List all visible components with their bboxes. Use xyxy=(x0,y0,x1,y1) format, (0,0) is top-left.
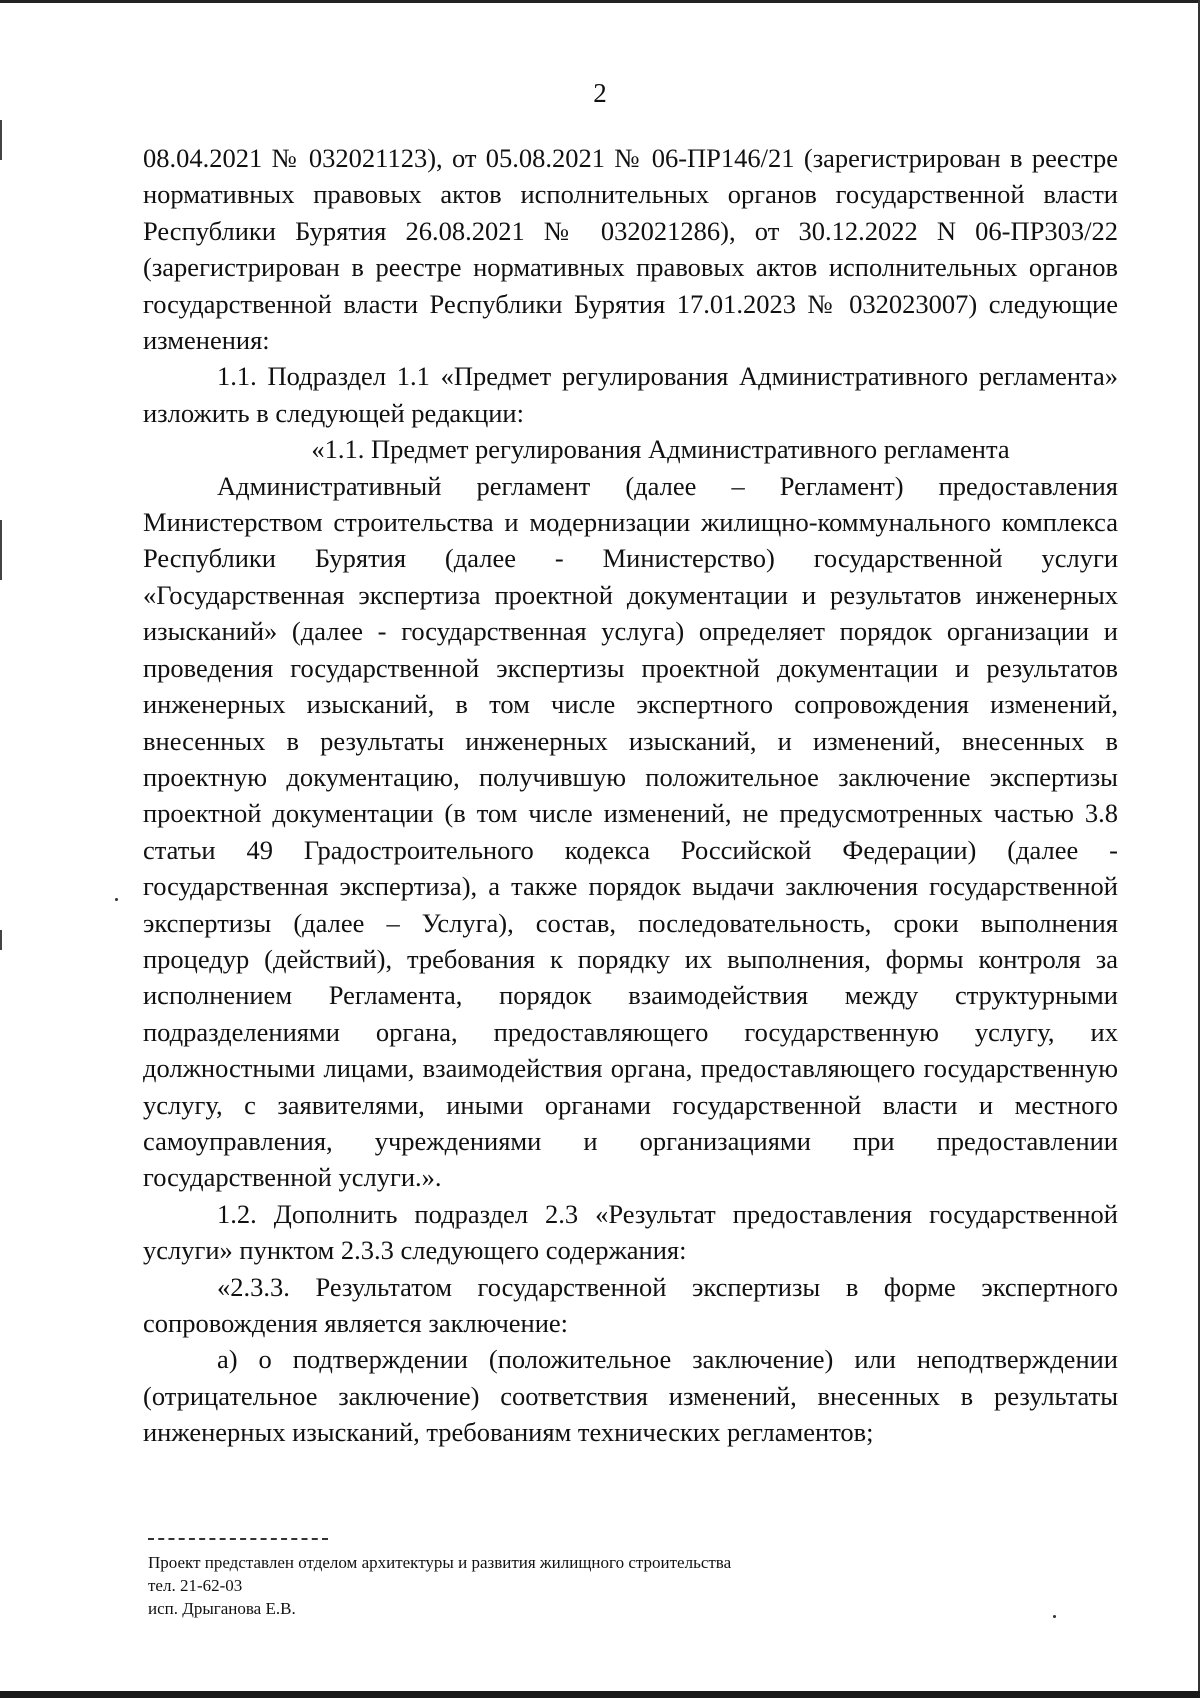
paragraph-regulation-subject: Административный регламент (далее – Регламент) предоставления Министерством строительства и модернизации жилищно-коммунального комплекса Республики Бурятия (далее - Министерство) государственной услуги «Государственная экспертиза проектной документации и результатов инженерных изысканий» (далее - государственная услуга) определяет порядок организации и проведения государственной экспертизы проектной документации и результатов инженерных изысканий, в том числе экспертного сопровождения изменений, внесенных в результаты инженерных изысканий, и изменений, внесенных в проектную документацию, получившую положительное заключение экспертизы проектной документации (в том числе изменений, не предусмотренных частью 3.8 статьи 49 Градостроительного кодекса Российской Федерации) (далее - государственная экспертиза), а также порядок выдачи заключения государственной экспертизы (далее – Услуга), состав, последовательность, сроки выполнения процедур (действий), требования к порядку их выполнения, формы контроля за исполнением Регламента, порядок взаимодействия между структурными подразделениями органа, предоставляющего государственную услугу, их должностными лицами, взаимодействия органа, предоставляющего государственную услугу, с заявителями, иными органами государственной власти и местного самоуправления, учреждениями и организациями при предоставлении государственной услуги.». xyxy=(143,470,1118,1193)
footnote-project-line: Проект представлен отделом архитектуры и развития жилищного строительства xyxy=(148,1553,732,1572)
scan-speck xyxy=(115,898,118,901)
footnote-separator xyxy=(148,1538,328,1540)
scan-edge-top xyxy=(0,0,1200,3)
paragraph-item-a: а) о подтверждении (положительное заключение) или неподтверждении (отрицательное заключение) соответствия изменений, внесенных в результаты инженерных изысканий, требованиям технических регламентов; xyxy=(143,1344,1118,1448)
scan-edge-left-mark xyxy=(0,930,2,950)
document-body xyxy=(143,140,1118,1451)
subsection-heading: «1.1. Предмет регулирования Административного регламента xyxy=(311,434,1010,465)
page-number: 2 xyxy=(593,78,607,108)
footnote-executor-line: исп. Дрыганова Е.В. xyxy=(148,1599,296,1618)
scan-edge-left-mark xyxy=(0,120,2,160)
paragraph-1-2: 1.2. Дополнить подраздел 2.3 «Результат предоставления государственной услуги» пунктом 2.3.3 следующего содержания: xyxy=(143,1198,1118,1266)
paragraph-2-3-3: «2.3.3. Результатом государственной экспертизы в форме экспертного сопровождения является заключение: xyxy=(143,1271,1118,1338)
scan-speck xyxy=(1053,1615,1056,1618)
paragraph-intro: 08.04.2021 № 032021123), от 05.08.2021 № 06-ПР146/21 (зарегистрирован в реестре нормативных правовых актов исполнительных органов государственной власти Республики Бурятия 26.08.2021 № 032021286), от 30.12.2022 N 06-ПР303/22 (зарегистрирован в реестре нормативных правовых актов исполнительных органов государственной власти Республики Бурятия 17.01.2023 № 032023007) следующие изменения: xyxy=(143,143,1118,356)
paragraph-1-1: 1.1. Подраздел 1.1 «Предмет регулирования Административного регламента» изложить в следующей редакции: xyxy=(143,361,1118,428)
scan-edge-left-mark xyxy=(0,520,2,580)
scan-edge-bottom xyxy=(0,1691,1200,1698)
footnote-phone-line: тел. 21-62-03 xyxy=(148,1576,243,1595)
footnote xyxy=(148,1551,1048,1620)
